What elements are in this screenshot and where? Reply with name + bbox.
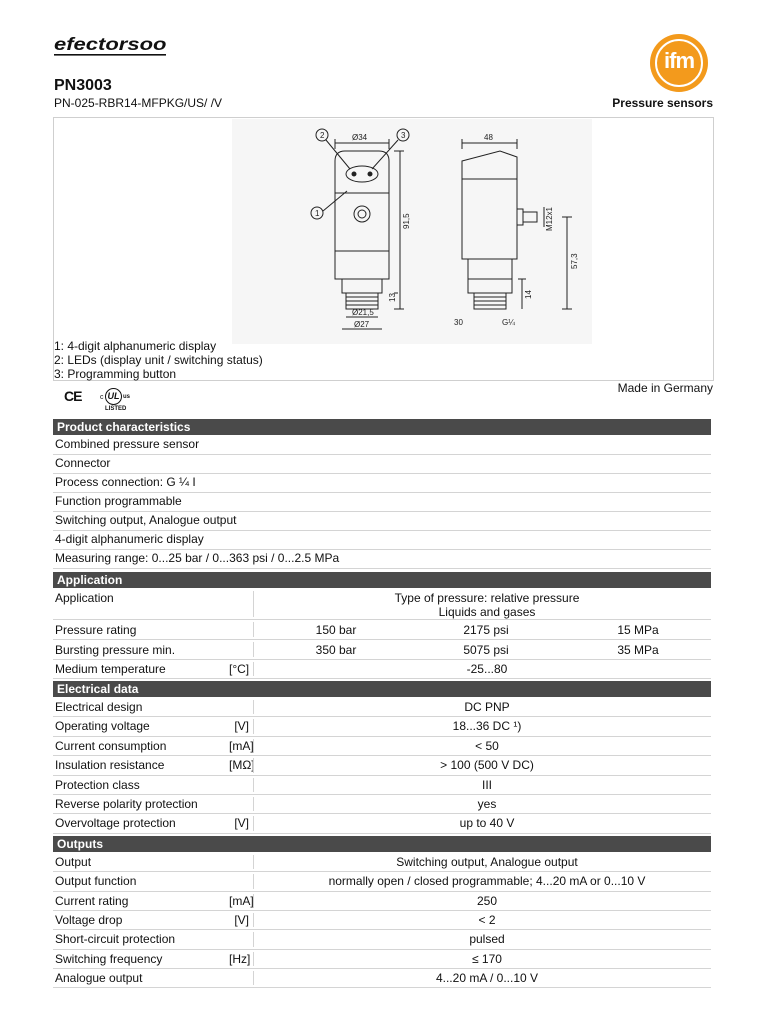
product-category: Pressure sensors — [612, 96, 713, 110]
dim-w48: 48 — [484, 133, 493, 142]
row-separator — [253, 591, 254, 617]
row-label: Output — [55, 854, 92, 869]
row-text: Function programmable — [55, 494, 182, 508]
technical-drawing-box — [53, 117, 714, 381]
side-housing — [462, 151, 517, 259]
front-housing — [335, 151, 389, 279]
row-value: -25...80 — [466, 662, 508, 676]
brand-wordmark: efectorsoo — [54, 34, 167, 54]
row-label: Electrical design — [55, 700, 143, 714]
row-label: Output function — [55, 874, 137, 889]
table-row — [53, 589, 711, 620]
table-row — [53, 550, 711, 569]
row-unit: [°C] — [229, 662, 250, 676]
table-row — [53, 872, 711, 891]
row-value — [263, 591, 711, 619]
row-unit: [V] — [234, 912, 249, 927]
dim-d27: Ø27 — [354, 320, 370, 329]
row-label: Overvoltage protection — [55, 816, 176, 831]
row-label: Current rating — [55, 893, 129, 908]
section-electrical-data: Electrical data — [53, 681, 711, 697]
callout-2: 2 — [320, 131, 325, 140]
table-row — [53, 531, 711, 550]
row-text: 4-digit alphanumeric display — [55, 532, 204, 546]
product-code: PN-025-RBR14-MFPKG/US/ /V — [54, 96, 223, 110]
table-row — [53, 756, 711, 775]
application-media: Liquids and gases — [438, 605, 536, 619]
table-row — [53, 717, 711, 736]
row-text: Combined pressure sensor — [55, 437, 200, 451]
section-outputs: Outputs — [53, 836, 711, 852]
row-unit: [V] — [234, 719, 249, 734]
callout-3: 3 — [401, 131, 406, 140]
row-separator — [253, 855, 254, 869]
row-value: DC PNP — [464, 700, 510, 714]
legend-item: 1: 4-digit alphanumeric display — [54, 339, 217, 353]
table-row — [53, 950, 711, 969]
section-product-characteristics: Product characteristics — [53, 419, 711, 435]
bursting-pressure-bar: 350 bar — [315, 643, 357, 657]
row-text: Switching output, Analogue output — [55, 513, 237, 527]
table-row — [53, 892, 711, 911]
table-row — [53, 853, 711, 872]
table-row — [53, 776, 711, 795]
electrical-rows — [53, 698, 711, 834]
table-row — [53, 640, 711, 660]
pressure-rating-bar: 150 bar — [315, 623, 357, 637]
row-text: Measuring range: 0...25 bar / 0...363 psi / 0...2.5 MPa — [55, 551, 340, 565]
table-row — [53, 620, 711, 640]
output-rows — [53, 853, 711, 989]
pressure-rating-psi: 2175 psi — [463, 623, 509, 637]
row-value: Switching output, Analogue output — [396, 854, 578, 869]
ifm-logo — [650, 34, 708, 92]
legend-item: 3: Programming button — [54, 367, 177, 381]
callout-1: 1 — [315, 209, 320, 218]
row-separator — [253, 662, 254, 676]
application-type: Type of pressure: relative pressure — [394, 591, 580, 605]
dim-h13: 13 — [388, 293, 397, 302]
row-label: Operating voltage — [55, 719, 150, 734]
table-row — [53, 814, 711, 833]
dim-h57-3: 57,3 — [570, 253, 579, 269]
row-label: Switching frequency — [55, 951, 163, 966]
row-label: Current consumption — [55, 738, 167, 753]
row-separator — [253, 932, 254, 946]
logo-text: ifm — [664, 48, 694, 73]
row-text: Process connection: G ¼ I — [55, 475, 196, 489]
row-separator — [253, 797, 254, 811]
row-label: Short-circuit protection — [55, 932, 176, 947]
table-row — [53, 512, 711, 531]
bursting-pressure-psi: 5075 psi — [463, 643, 509, 657]
row-value: up to 40 V — [459, 816, 515, 831]
row-value: pulsed — [469, 932, 505, 947]
row-label: Bursting pressure min. — [55, 643, 176, 657]
row-label: Protection class — [55, 777, 140, 792]
dim-wrench: 30 — [454, 318, 463, 327]
ul-us-label: us — [123, 394, 131, 400]
section-application: Application — [53, 572, 711, 588]
dim-d34: Ø34 — [352, 133, 368, 142]
row-text: Connector — [55, 456, 111, 470]
row-separator — [253, 778, 254, 792]
dim-m12: M12x1 — [545, 206, 554, 231]
row-label: Medium temperature — [55, 662, 166, 676]
table-row — [53, 698, 711, 717]
made-in-label: Made in Germany — [617, 381, 713, 395]
table-row — [53, 660, 711, 679]
row-unit: [Hz] — [229, 951, 251, 966]
row-separator — [253, 642, 254, 657]
row-label: Voltage drop — [55, 912, 123, 927]
table-row — [53, 436, 711, 455]
table-row — [53, 493, 711, 512]
ce-mark: CE — [64, 388, 82, 404]
row-label: Analogue output — [55, 971, 143, 986]
row-separator — [253, 971, 254, 985]
row-separator — [253, 952, 254, 966]
row-value: < 2 — [478, 912, 496, 927]
row-value: yes — [477, 796, 497, 811]
row-unit: [MΩ] — [229, 758, 255, 773]
legend-item: 2: LEDs (display unit / switching status) — [54, 353, 263, 367]
ul-circle-label: UL — [105, 388, 122, 405]
row-value: 250 — [476, 893, 498, 908]
row-separator — [253, 894, 254, 908]
dim-d21-5: Ø21,5 — [352, 308, 374, 317]
row-label: Pressure rating — [55, 623, 137, 637]
row-separator — [253, 700, 254, 714]
ul-listed-label: LISTED — [105, 406, 127, 412]
technical-drawing — [232, 119, 592, 344]
row-value: < 50 — [475, 738, 499, 753]
row-separator — [253, 719, 254, 733]
dim-h14: 14 — [524, 290, 533, 299]
dim-thread: G¼ — [502, 318, 515, 327]
row-separator — [253, 758, 254, 772]
row-value: 18...36 DC ¹) — [452, 719, 522, 734]
table-row — [53, 474, 711, 493]
dimension-drawing — [232, 119, 592, 344]
row-separator — [253, 874, 254, 888]
row-value: normally open / closed programmable; 4...20 mA or 0...10 V — [328, 874, 646, 889]
table-row — [53, 737, 711, 756]
row-label: Insulation resistance — [55, 758, 165, 773]
row-label: Reverse polarity protection — [55, 796, 198, 811]
row-value: III — [481, 777, 492, 792]
row-unit: [V] — [234, 816, 249, 831]
table-row — [53, 911, 711, 930]
table-row — [53, 930, 711, 949]
ul-listed-mark — [100, 388, 132, 414]
row-unit: [mA] — [229, 893, 254, 908]
drawing-legend — [54, 339, 263, 381]
row-separator — [253, 913, 254, 927]
row-label: Application — [55, 591, 114, 605]
table-row — [53, 969, 711, 988]
row-value: 4...20 mA / 0...10 V — [435, 971, 539, 986]
table-row — [53, 455, 711, 474]
row-separator — [253, 816, 254, 830]
ul-c-label: c — [100, 394, 104, 401]
row-unit: [mA] — [229, 738, 254, 753]
bursting-pressure-mpa: 35 MPa — [617, 643, 659, 657]
product-title: PN3003 — [54, 77, 112, 94]
row-value: > 100 (500 V DC) — [440, 758, 534, 773]
row-value: ≤ 170 — [472, 951, 502, 966]
spec-table — [53, 419, 711, 988]
row-separator — [253, 622, 254, 637]
dim-h91-5: 91,5 — [402, 213, 411, 229]
row-separator — [253, 739, 254, 753]
table-row — [53, 795, 711, 814]
pressure-rating-mpa: 15 MPa — [617, 623, 659, 637]
